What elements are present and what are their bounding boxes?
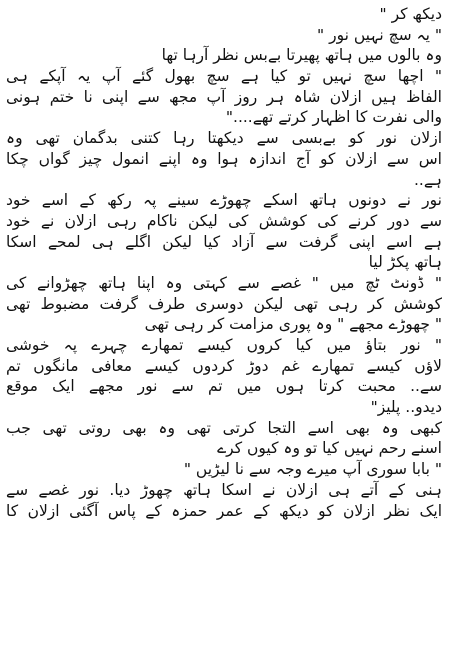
text-line: ہے.. xyxy=(413,170,442,189)
text-line: وہ بالوں میں ہاتھ پھیرتا بےبس نظر آرہا تھا xyxy=(161,46,442,65)
text-line: سے دور کرنے کی کوشش کی لیکن ناکام رہی ازلان نے خود xyxy=(6,211,442,230)
text-line: " چھوڑے مجھے " وہ پوری مزامت کر رہی تھی xyxy=(144,315,442,334)
text-line: نور نے دونوں ہاتھ اسکے چھوڑے سینے پہ رکھ کے اسے خود xyxy=(6,191,442,210)
text-line: " بابا سوری آپ میرے وجہ سے نا لیڑیں " xyxy=(183,460,442,479)
text-line: " نور بتاؤ میں کیا کروں کیسے تمھارے چہرے پہ خوشی xyxy=(6,336,442,354)
text-line: " اچھا سچ نہیں تو کیا ہے سچ بھول گئے آپ یہ آپکے ہی xyxy=(6,67,442,86)
text-line: دیکھ کر " xyxy=(379,5,442,23)
text-line: ازلان نور کو بےبسی سے دیکھتا رہا کتنی بدگمان تھی وہ xyxy=(6,129,442,148)
text-line: ہاتھ پکڑ لیا xyxy=(368,253,442,272)
text-line: اس سے ازلان کو آج اندازہ ہوا وہ اپنے انمول چیز گواں چکا xyxy=(6,149,442,168)
text-line: والی نفرت کا اظہار کرتے تھے...." xyxy=(225,108,442,127)
text-line: کوشش کر رہی تھی لیکن دوسری طرف گرفت مضبوط تھی xyxy=(6,294,442,313)
text-line: " ڈونٹ ٹچ میں " غصے سے کہتی وہ اپنا ہاتھ چھڑوانے کی xyxy=(6,273,442,292)
text-line: سے.. محبت کرتا ہوں میں تم سے نور مجھے ایک موقع xyxy=(6,377,442,396)
text-line: کبھی وہ بھی اسے التجا کرتی تھی وہ بھی روتی تھی جب xyxy=(6,418,442,437)
text-line: " یہ سچ نہیں نور " xyxy=(317,25,442,44)
text-line: ایک نظر ازلان کو دیکھ کے عمر حمزہ کے پاس آگئی ازلان کا xyxy=(6,501,442,520)
text-line: لاؤں کیسے تمھارے غم دوڑ کردوں کیسے معافی مانگوں تم xyxy=(6,356,442,375)
text-line: الفاظ ہیں ازلان شاہ ہر روز آپ مجھ سے اپنی نا ختم ہونی xyxy=(6,87,442,106)
text-line: دیدو.. پلیز" xyxy=(370,398,442,417)
text-line: ہے اسے اپنی گرفت سے آزاد کیا لیکن اگلے ہی لمحے اسکا xyxy=(6,232,442,251)
text-line: اسنے رحم نہیں کیا تو وہ کیوں کرے xyxy=(217,439,442,458)
text-body xyxy=(6,4,442,521)
text-line: ہنی کے آتے ہی ازلان نے اسکا ہاتھ چھوڑ دیا. نور غصے سے xyxy=(6,480,442,499)
